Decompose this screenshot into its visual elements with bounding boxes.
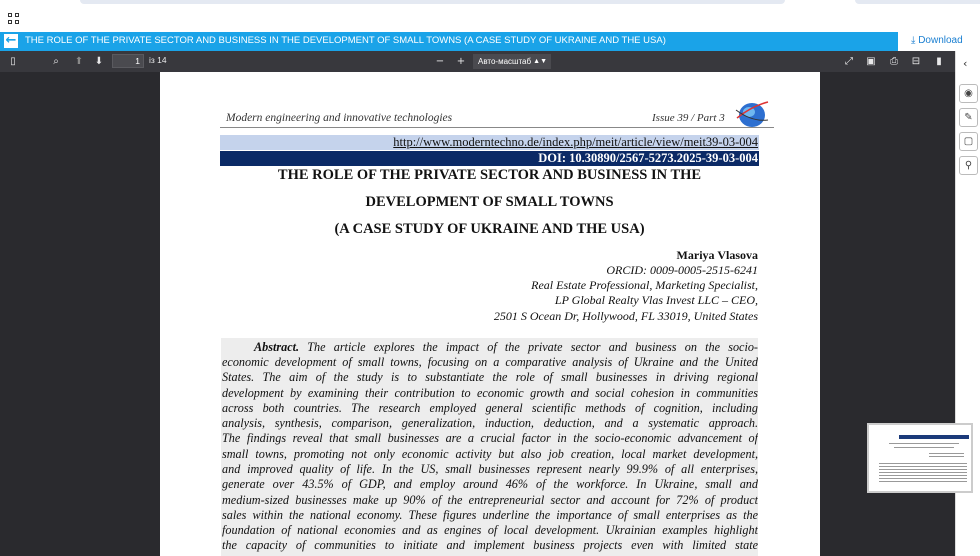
running-head: Modern engineering and innovative technologies (226, 112, 453, 124)
document-title-bar (0, 32, 980, 51)
thumbnail-line (929, 456, 964, 457)
journal-logo (734, 96, 770, 130)
search-icon[interactable]: ⌕ (53, 56, 59, 67)
page-number-input[interactable]: 1 (112, 54, 144, 68)
print-icon[interactable]: ⎙ (890, 56, 898, 67)
abstract-line-14: the capacity of communities to initiate and implement business projects even with limited state (222, 538, 758, 552)
zoom-select-value: Авто-масштаб (478, 57, 532, 66)
thumbnail-line (879, 478, 967, 479)
thumbnail-line (879, 463, 967, 464)
thumbnail-doi-bar (899, 435, 969, 439)
affiliation-line-1: Real Estate Professional, Marketing Specialist, (531, 278, 758, 292)
affiliation-line-3: 2501 S Ocean Dr, Hollywood, FL 33019, United States (493, 309, 758, 323)
pdf-viewer[interactable] (0, 72, 955, 556)
bookmark-icon[interactable]: ▮ (936, 56, 942, 67)
header-rule (220, 127, 774, 128)
author-name: Mariya Vlasova (676, 248, 758, 262)
thumbnail-line (894, 447, 954, 448)
abstract-line-4: development by examining their contribution to economic growth and social cohesion in communities (222, 386, 758, 400)
abstract-line-11: medium-sized businesses make up 90% of the entrepreneurial sector and account for 72% of product (222, 493, 758, 507)
pdf-page (160, 72, 820, 556)
abstract-line-8: small towns, promoting not only economic activity but also job creation, local market development, (222, 447, 758, 461)
page-thumbnail[interactable] (867, 423, 973, 493)
pdf-toolbar (0, 51, 955, 72)
prev-page-icon[interactable]: ⬆ (74, 56, 84, 67)
issue-label: Issue 39 / Part 3 (652, 112, 725, 124)
abstract-line-6: analysis, synthesis, comparison, generalization, induction, deduction, and a systematic approach. (222, 416, 758, 430)
abstract-line-5: across both countries. The research employed general scientific methods of cognition, including (222, 401, 758, 415)
abstract-label: Abstract. (254, 340, 300, 354)
thumbnail-line (889, 443, 959, 444)
zoom-in-button[interactable]: + (456, 56, 466, 67)
abstract-text-1: The article explores the impact of the private sector and business on the socio- (299, 340, 758, 354)
save-icon[interactable]: ⊟ (911, 56, 921, 67)
next-page-icon[interactable]: ⬇ (94, 56, 104, 67)
abstract-line-3: States. The aim of the study is to substantiate the role of small businesses in driving regional (222, 370, 758, 384)
arrow-left-icon[interactable]: ← (5, 33, 17, 48)
abstract-line-10: generate over 43.5% of GDP, and employ around 46% of the workforce. In Ukraine, small and (222, 477, 758, 491)
thumbnail-line (879, 472, 967, 473)
open-file-icon[interactable]: ▣ (866, 56, 876, 67)
thumbnail-line (879, 469, 967, 470)
eye-icon[interactable]: ◉ (959, 84, 978, 103)
thumbnail-line (879, 475, 967, 476)
chevron-left-icon[interactable]: ‹ (963, 57, 968, 70)
thumbnail-line (929, 453, 964, 454)
author-orcid: ORCID: 0009-0005-2515-6241 (606, 263, 758, 277)
browser-top-strip (0, 0, 980, 32)
article-url-link[interactable]: http://www.moderntechno.de/index.php/meit/article/view/meit39-03-004 (220, 135, 759, 150)
abstract-line-9: and improved quality of life. In the US, small businesses represent nearly 99.9% of all enterprises, (222, 462, 758, 476)
abstract-line-2: economic development of small towns, focusing on a comparative analysis of Ukraine and the United (222, 355, 758, 369)
title-line-1: THE ROLE OF THE PRIVATE SECTOR AND BUSINESS IN THE (277, 167, 702, 183)
download-button[interactable] (911, 35, 963, 46)
note-icon[interactable]: ✎ (959, 108, 978, 127)
download-icon: ⤓ (911, 35, 916, 46)
page-count: iз 14 (149, 55, 167, 65)
zoom-select[interactable] (473, 54, 551, 69)
pin-icon[interactable]: ⚲ (959, 156, 978, 175)
thumbnail-line (879, 466, 967, 467)
abstract-line-1 (222, 340, 758, 355)
affiliation-line-2: LP Global Realty Vlas Invest LLC – CEO, (554, 293, 758, 307)
title-line-2: DEVELOPMENT OF SMALL TOWNS (365, 194, 614, 210)
document-title: THE ROLE OF THE PRIVATE SECTOR AND BUSINESS IN THE DEVELOPMENT OF SMALL TOWNS (A CASE STUDY OF UKRAINE AND THE USA) (25, 35, 666, 46)
download-label: Download (918, 35, 963, 46)
abstract-line-12: sales within the national economy. These figures underline the importance of small enterprises as the (222, 508, 758, 522)
presentation-icon[interactable]: ⤢ (845, 56, 853, 67)
thumbnail-line (879, 481, 967, 482)
title-line-3: (A CASE STUDY OF UKRAINE AND THE USA) (334, 221, 645, 237)
crop-icon[interactable]: ▢ (959, 132, 978, 151)
sidebar-toggle-icon[interactable]: ▯ (10, 56, 16, 67)
abstract-line-13: foundation of national economies and as engines of local development. Ukrainian examples highlight (222, 523, 758, 537)
doi-label: DOI: 10.30890/2567-5273.2025-39-03-004 (220, 151, 759, 166)
toolbar-edge (855, 0, 980, 4)
grid-icon[interactable] (8, 13, 19, 24)
abstract-line-7: The findings reveal that small businesses are a crucial factor in the socio-economic advancement of (222, 431, 758, 445)
zoom-out-button[interactable]: − (435, 56, 445, 67)
address-bar-edge (80, 0, 785, 4)
chevron-down-icon: ▲▼ (533, 58, 547, 65)
